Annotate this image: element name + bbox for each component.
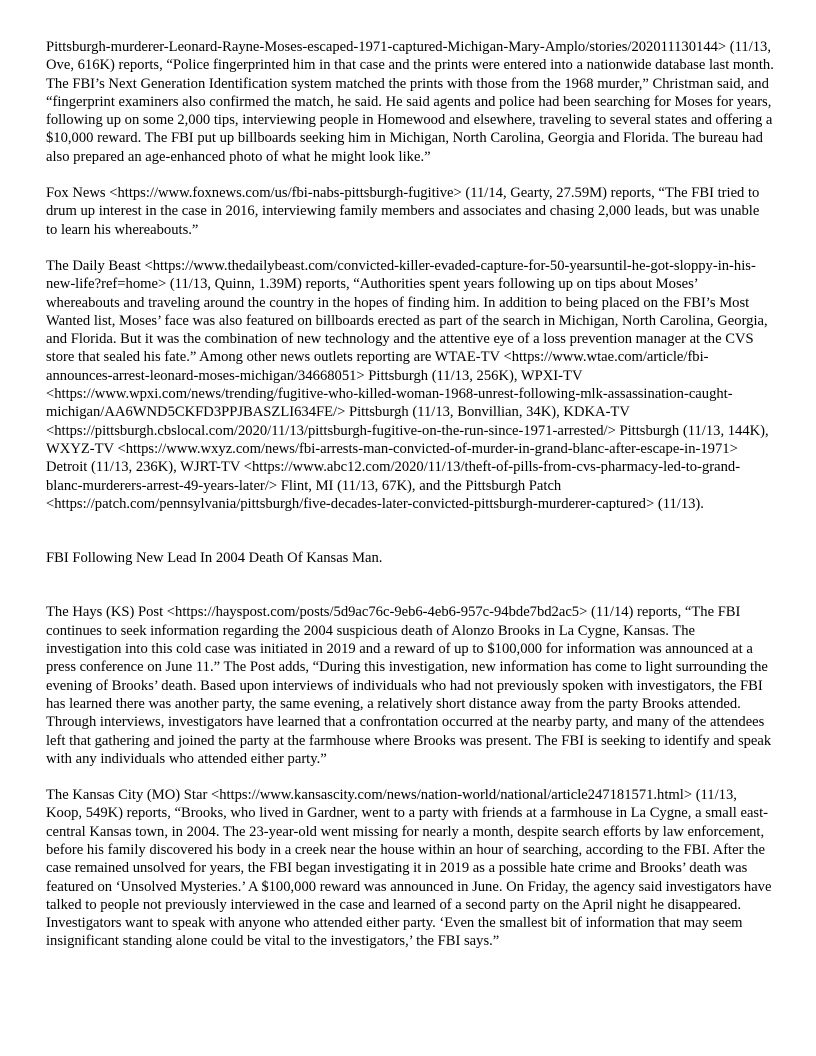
paragraph-moses-fingerprints: Pittsburgh-murderer-Leonard-Rayne-Moses-escaped-1971-captured-Michigan-Mary-Amplo/stories/202011130144> (11/13, Ove, 616K) reports, “Police fingerprinted him in that case and the prints were entered into a nationwide database last month. The FBI’s Next Generation Identification system matched the prints with those from the 1968 murder,” Christman said, and “fingerprint examiners also confirmed the match, he said. He said agents and police had been searching for Moses for years, following up on some 2,000 tips, interviewing people in Homewood and elsewhere, traveling to several states and offering a $10,000 reward. The FBI put up billboards seeking him in Michigan, North Carolina, Georgia and Florida. The bureau had also prepared an age-enhanced photo of what he might look like.”: [46, 39, 774, 165]
paragraph-fox-news: Fox News <https://www.foxnews.com/us/fbi-nabs-pittsburgh-fugitive> (11/14, Gearty, 27.59M) reports, “The FBI tried to drum up interest in the case in 2016, interviewing family members and associates and chasing 2,000 leads, but was unable to learn his whereabouts.”: [46, 185, 760, 238]
paragraph-spacer: [46, 239, 774, 257]
paragraph-kansas-city-star: The Kansas City (MO) Star <https://www.kansascity.com/news/nation-world/national/article247181571.html> (11/13, Koop, 549K) reports, “Brooks, who lived in Gardner, went to a party with friends at a farmhouse in La Cygne, a small east-central Kansas town, in 2004. The 23-year-old went missing for nearly a month, despite search efforts by law enforcement, before his family discovered his body in a creek near the house within an hour of searching, according to the FBI. After the case remained unsolved for years, the FBI began investigating it in 2019 as a possible hate crime and Brooks’ death was featured on ‘Unsolved Mysteries.’ A $100,000 reward was announced in June. On Friday, the agency said investigators have talked to people not previously interviewed in the case and learned of a second party on the April night he disappeared. Investigators want to speak with anyone who attended either party. ‘Even the smallest bit of information that may seem insignificant standing alone could be vital to the investigators,’ the FBI says.”: [46, 787, 772, 950]
section-heading: FBI Following New Lead In 2004 Death Of Kansas Man.: [46, 550, 383, 567]
document-page: [46, 38, 774, 951]
section-spacer: [46, 567, 774, 603]
section-spacer: [46, 513, 774, 549]
paragraph-spacer: [46, 166, 774, 184]
paragraph-hays-post: The Hays (KS) Post <https://hayspost.com/posts/5d9ac76c-9eb6-4eb6-957c-94bde7bd2ac5> (11/14) reports, “The FBI continues to seek information regarding the 2004 suspicious death of Alonzo Brooks in La Cygne, Kansas. The investigation into this cold case was initiated in 2019 and a reward of up to $100,000 for information was announced at a press conference on June 11.” The Post adds, “During this investigation, new information has come to light surrounding the evening of Brooks’ death. Based upon interviews of individuals who had not previously spoken with investigators, the FBI has learned there was another party, the same evening, a relatively short distance away from the party Brooks attended. Through interviews, investigators have learned that a confrontation occurred at the nearby party, and many of the attendees left that gathering and joined the party at the farmhouse where Brooks was present. The FBI is seeking to identify and speak with any individuals who attended either party.”: [46, 604, 772, 767]
paragraph-spacer: [46, 768, 774, 786]
paragraph-daily-beast: The Daily Beast <https://www.thedailybeast.com/convicted-killer-evaded-capture-for-50-yearsuntil-he-got-sloppy-in-his-new-life?ref=home> (11/13, Quinn, 1.39M) reports, “Authorities spent years following up on tips about Moses’ whereabouts and traveling around the country in the hopes of finding him. In addition to being placed on the FBI’s Most Wanted list, Moses’ face was also featured on billboards erected as part of the search in Michigan, North Carolina, Georgia, and Florida. But it was the combination of new technology and the attentive eye of a loss prevention manager at the CVS store that sealed his fate.” Among other news outlets reporting are WTAE-TV <https://www.wtae.com/article/fbi-announces-arrest-leonard-moses-michigan/34668051> Pittsburgh (11/13, 256K), WPXI-TV <https://www.wpxi.com/news/trending/fugitive-who-killed-woman-1968-unrest-following-mlk-assassination-caught-michigan/AA6WND5CKFD3PPJBASZLI634FE/> Pittsburgh (11/13, Bonvillian, 34K), KDKA-TV <https://pittsburgh.cbslocal.com/2020/11/13/pittsburgh-fugitive-on-the-run-since-1971-arrested/> Pittsburgh (11/13, 144K), WXYZ-TV <https://www.wxyz.com/news/fbi-arrests-man-convicted-of-murder-in-grand-blanc-after-escape-in-1971> Detroit (11/13, 236K), WJRT-TV <https://www.abc12.com/2020/11/13/theft-of-pills-from-cvs-pharmacy-led-to-grand-blanc-murderers-arrest-49-years-later/> Flint, MI (11/13, 67K), and the Pittsburgh Patch <https://patch.com/pennsylvania/pittsburgh/five-decades-later-convicted-pittsburgh-murderer-captured> (11/13).: [46, 257, 769, 512]
